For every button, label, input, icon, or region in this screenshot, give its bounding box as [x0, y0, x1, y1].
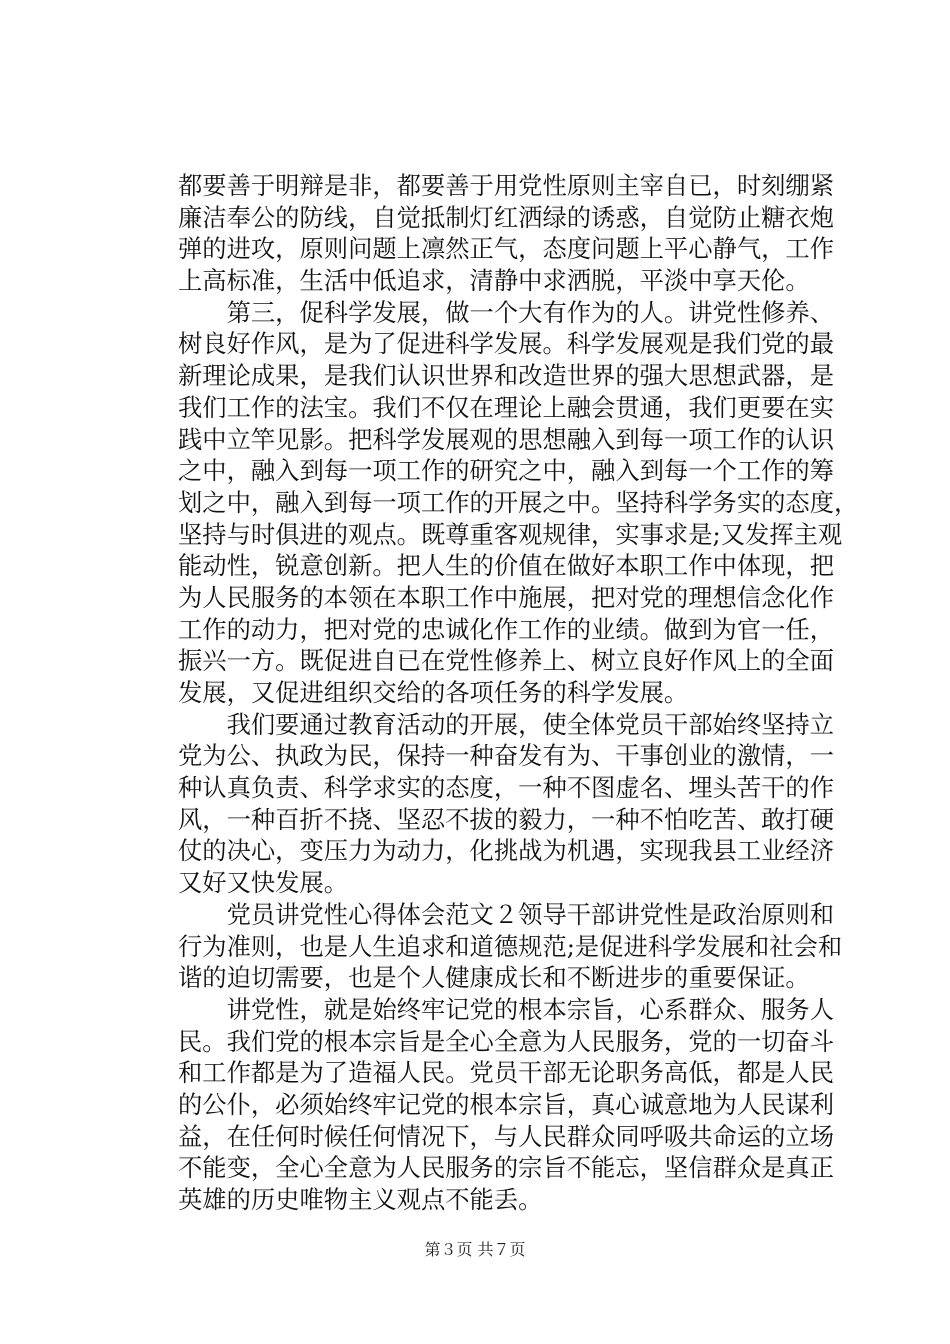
text-line: 英雄的历史唯物主义观点不能丢。 — [178, 1185, 543, 1214]
text-line: 发展，又促进组织交给的各项任务的科学发展。 — [178, 678, 689, 707]
page-number-footer: 第３页 共７页 — [424, 1240, 526, 1259]
text-line: 第三，促科学发展，做一个大有作为的人。讲党性修养、 — [178, 297, 835, 327]
text-line: 的公仆，必须始终牢记党的根本宗旨，真心诚意地为人民谋利 — [178, 1089, 835, 1119]
text-line: 我们工作的法宝。我们不仅在理论上融会贯通，我们更要在实 — [178, 392, 835, 422]
text-line: 能动性，锐意创新。把人生的价值在做好本职工作中体现，把 — [178, 551, 835, 581]
text-line: 风，一种百折不挠、坚忍不拔的毅力，一种不怕吃苦、敢打硬 — [178, 804, 835, 834]
text-line: 为人民服务的本领在本职工作中施展，把对党的理想信念化作 — [178, 582, 835, 612]
text-line: 弹的进攻，原则问题上凛然正气，态度问题上平心静气，工作 — [178, 234, 835, 264]
text-line: 之中，融入到每一项工作的研究之中，融入到每一个工作的筹 — [178, 456, 835, 486]
text-line: 都要善于明辩是非，都要善于用党性原则主宰自已，时刻绷紧 — [178, 171, 835, 200]
text-line: 划之中，融入到每一项工作的开展之中。坚持科学务实的态度， — [178, 487, 859, 517]
text-line: 廉洁奉公的防线，自觉抵制灯红洒绿的诱惑，自觉防止糖衣炮 — [178, 202, 835, 232]
text-line: 和工作都是为了造福人民。党员干部无论职务高低，都是人民 — [178, 1058, 835, 1088]
text-line: 仗的决心，变压力为动力，化挑战为机遇，实现我县工业经济 — [178, 836, 835, 866]
text-line: 讲党性，就是始终牢记党的根本宗旨，心系群众、服务人 — [178, 994, 835, 1024]
text-line: 党员讲党性心得体会范文２领导干部讲党性是政治原则和 — [178, 899, 835, 929]
text-line: 益，在任何时候任何情况下，与人民群众同呼吸共命运的立场 — [178, 1121, 835, 1151]
text-line: 工作的动力，把对党的忠诚化作工作的业绩。做到为官一任， — [178, 614, 835, 644]
text-line: 民。我们党的根本宗旨是全心全意为人民服务，党的一切奋斗 — [178, 1026, 835, 1056]
text-line: 行为准则，也是人生追求和道德规范;是促进科学发展和社会和 — [178, 931, 843, 961]
text-line: 又好又快发展。 — [178, 868, 349, 898]
text-line: 坚持与时俱进的观点。既尊重客观规律，实事求是;又发挥主观 — [178, 519, 843, 549]
text-line: 新理论成果，是我们认识世界和改造世界的强大思想武器，是 — [178, 361, 835, 391]
text-line: 践中立竿见影。把科学发展观的思想融入到每一项工作的认识 — [178, 424, 835, 454]
text-line: 谐的迫切需要，也是个人健康成长和不断进步的重要保证。 — [178, 963, 810, 993]
text-line: 上高标准，生活中低追求，清静中求洒脱，平淡中享天伦。 — [178, 266, 810, 296]
text-line: 树良好作风，是为了促进科学发展。科学发展观是我们党的最 — [178, 329, 835, 359]
text-line: 振兴一方。既促进自已在党性修养上、树立良好作风上的全面 — [178, 646, 835, 676]
text-line: 党为公、执政为民，保持一种奋发有为、干事创业的激情，一 — [178, 741, 835, 771]
text-line: 我们要通过教育活动的开展，使全体党员干部始终坚持立 — [178, 709, 835, 739]
text-line: 种认真负责、科学求实的态度，一种不图虚名、埋头苦干的作 — [178, 773, 835, 803]
document-body — [178, 170, 859, 1216]
text-line: 不能变，全心全意为人民服务的宗旨不能忘，坚信群众是真正 — [178, 1153, 835, 1183]
